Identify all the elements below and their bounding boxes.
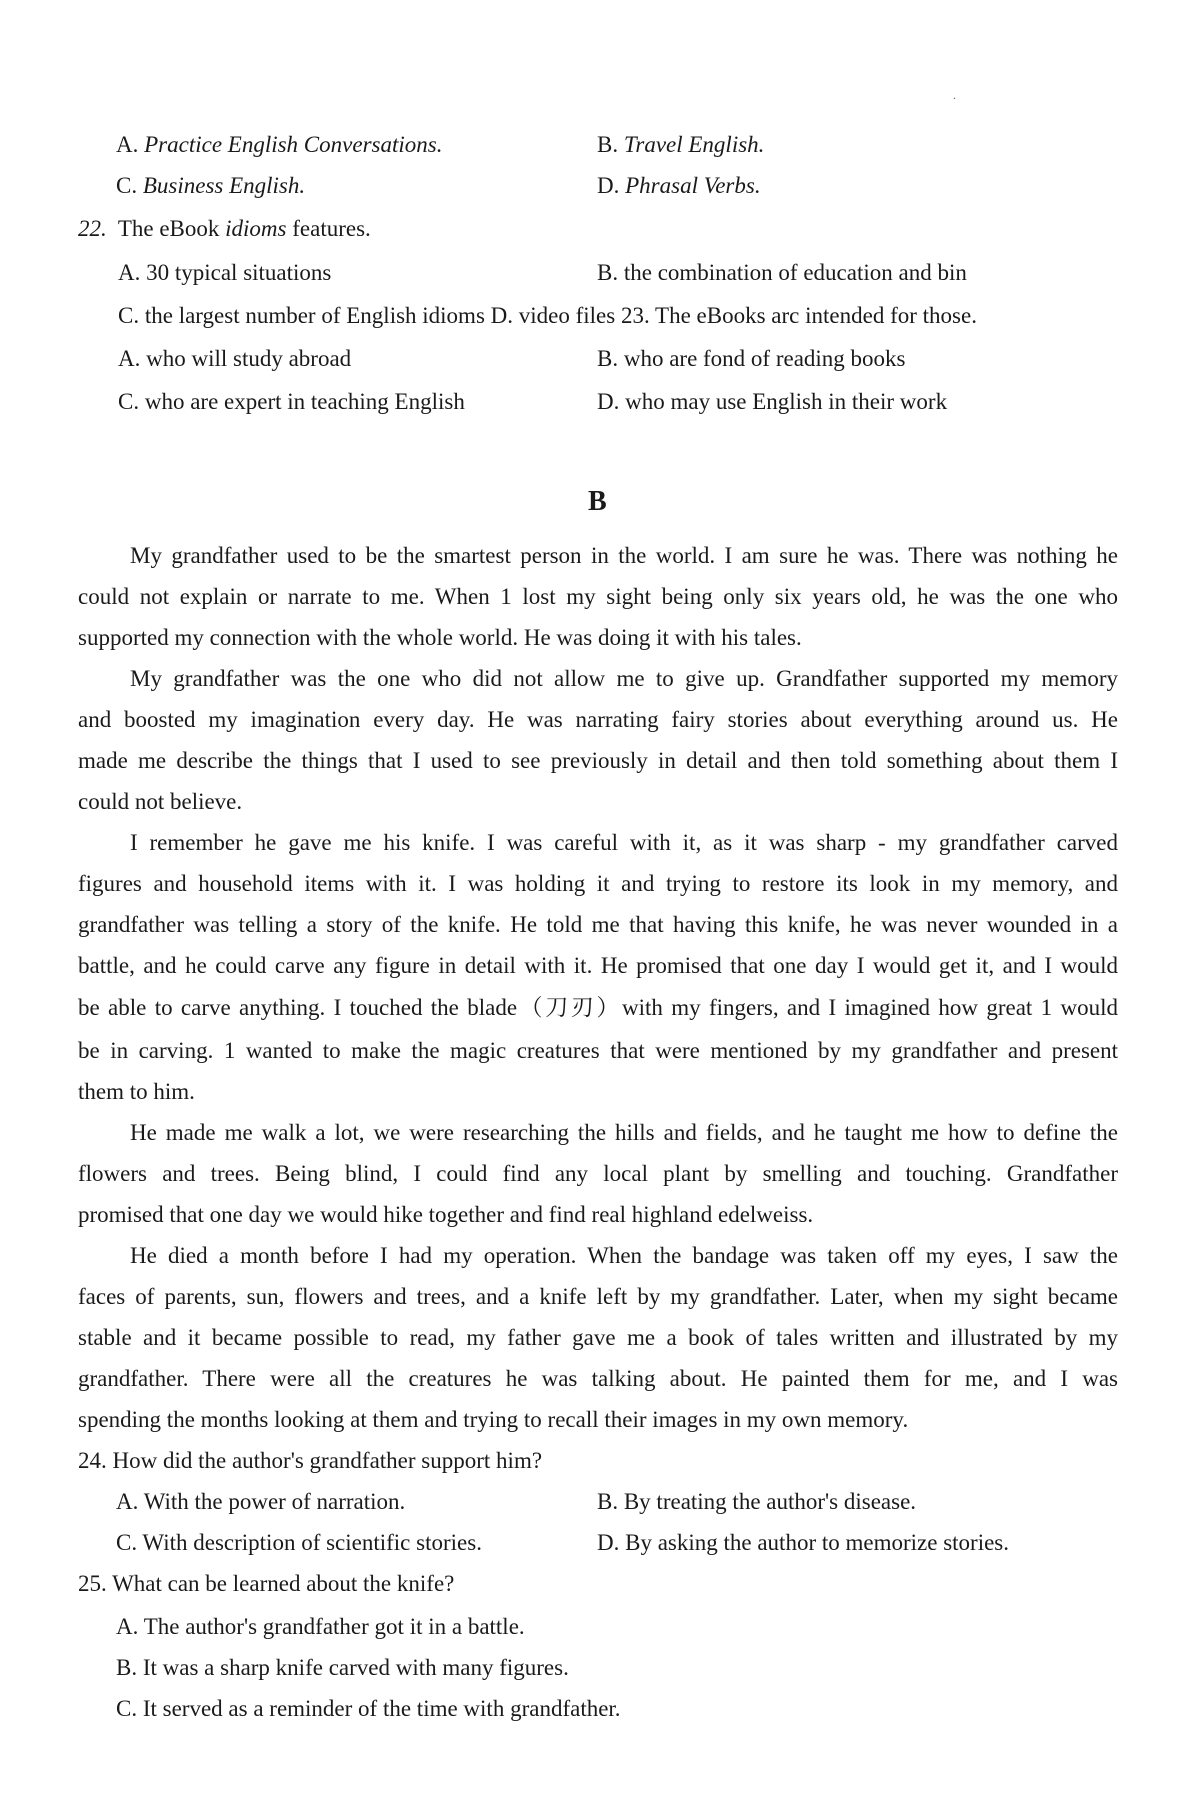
passage-line: My grandfather used to be the smartest person in the world. I am sure he was. There was nothing he (130, 543, 1118, 568)
q25-option-c: C. It served as a reminder of the time with grandfather. (116, 1696, 621, 1721)
q23-option-a: A. who will study abroad (118, 346, 352, 371)
passage-line: promised that one day we would hike together and find real highland edelweiss. (78, 1202, 814, 1227)
passage-line: battle, and he could carve any figure in detail with it. He promised that one day I would get it, and I would (78, 953, 1118, 978)
q24-option-a: A. With the power of narration. (116, 1489, 406, 1514)
passage-line: be able to carve anything. I touched the blade（刀刃）with my fingers, and I imagined how great 1 would (78, 995, 1118, 1020)
q24-option-d: D. By asking the author to memorize stories. (597, 1530, 1010, 1555)
q25-option-b: B. It was a sharp knife carved with many figures. (116, 1655, 569, 1680)
passage-line: I remember he gave me his knife. I was careful with it, as it was sharp - my grandfather carved (130, 830, 1118, 855)
passage-line: grandfather was telling a story of the knife. He told me that having this knife, he was never wounded in a (78, 912, 1118, 937)
q22-option-a: A. 30 typical situations (118, 260, 332, 285)
passage-line: He died a month before I had my operation. When the bandage was taken off my eyes, I saw the (130, 1243, 1118, 1268)
passage-line: could not believe. (78, 789, 243, 814)
q25-stem: 25. What can be learned about the knife? (78, 1571, 455, 1596)
q22-option-c-and-q23-stem: C. the largest number of English idioms D. video files 23. The eBooks arc intended for those. (118, 303, 977, 328)
passage-line: spending the months looking at them and trying to recall their images in my own memory. (78, 1407, 909, 1432)
q24-stem: 24. How did the author's grandfather support him? (78, 1448, 543, 1473)
q21-option-b: B. Travel English. (597, 132, 765, 157)
q21-option-c: C. Business English. (116, 173, 306, 198)
passage-line: could not explain or narrate to me. When 1 lost my sight being only six years old, he was the one who (78, 584, 1118, 609)
q25-option-a: A. The author's grandfather got it in a battle. (116, 1614, 525, 1639)
passage-line: figures and household items with it. I was holding it and trying to restore its look in my memory, and (78, 871, 1118, 896)
q21-option-a: A. Practice English Conversations. (116, 132, 443, 157)
passage-line: and boosted my imagination every day. He was narrating fairy stories about everything around us. He (78, 707, 1118, 732)
passage-line: faces of parents, sun, flowers and trees, and a knife left by my grandfather. Later, when my sight became (78, 1284, 1118, 1309)
passage-line: be in carving. 1 wanted to make the magic creatures that were mentioned by my grandfather and present (78, 1038, 1118, 1063)
page-mark: . (953, 88, 956, 102)
q22-option-b: B. the combination of education and bin (597, 260, 967, 285)
q21-option-d: D. Phrasal Verbs. (597, 173, 761, 198)
section-title: B (588, 486, 607, 517)
passage-line: them to him. (78, 1079, 195, 1104)
passage-line: grandfather. There were all the creatures he was talking about. He painted them for me, and I was (78, 1366, 1118, 1391)
q23-option-d: D. who may use English in their work (597, 389, 948, 414)
q22-stem: 22. The eBook idioms features. (78, 216, 371, 241)
q23-option-b: B. who are fond of reading books (597, 346, 906, 371)
q23-option-c: C. who are expert in teaching English (118, 389, 465, 414)
q24-option-b: B. By treating the author's disease. (597, 1489, 917, 1514)
passage-line: My grandfather was the one who did not allow me to give up. Grandfather supported my memory (130, 666, 1118, 691)
passage-line: flowers and trees. Being blind, I could find any local plant by smelling and touching. Grandfather (78, 1161, 1118, 1186)
passage-line: stable and it became possible to read, my father gave me a book of tales written and illustrated by my (78, 1325, 1118, 1350)
q24-option-c: C. With description of scientific stories. (116, 1530, 482, 1555)
passage-line: He made me walk a lot, we were researching the hills and fields, and he taught me how to define the (130, 1120, 1118, 1145)
passage-line: supported my connection with the whole world. He was doing it with his tales. (78, 625, 802, 650)
passage-line: made me describe the things that I used to see previously in detail and then told something about them I (78, 748, 1118, 773)
